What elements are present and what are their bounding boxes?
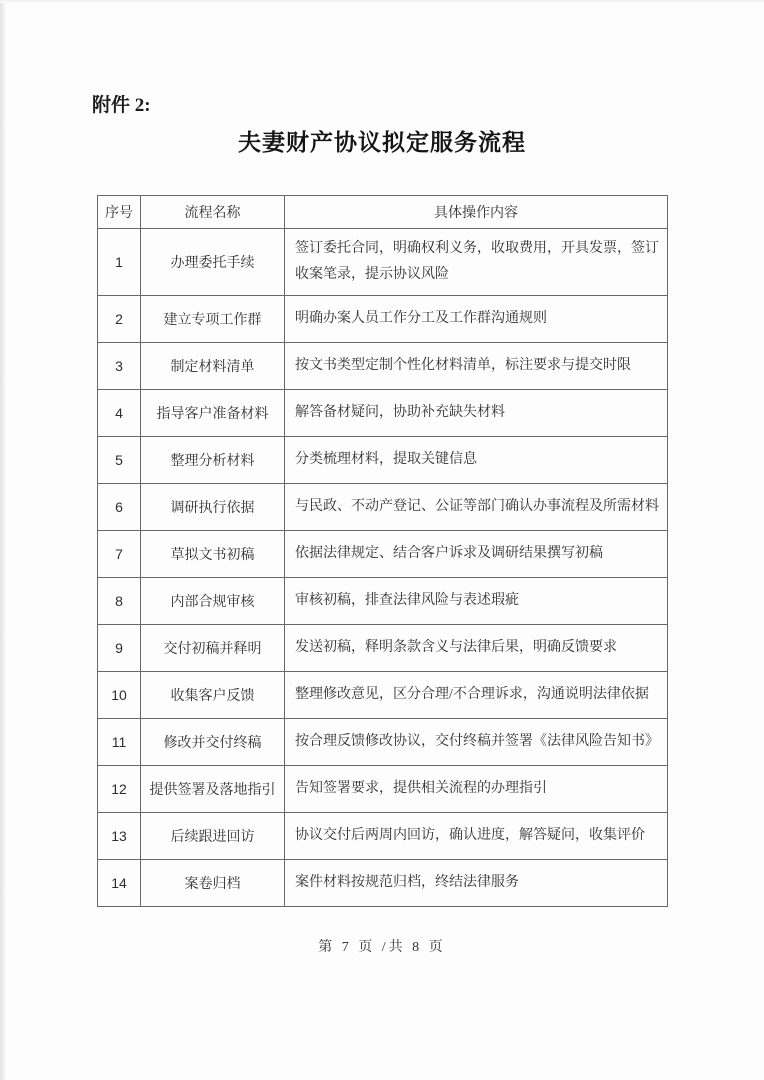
row-number-cell: 12 — [98, 766, 141, 813]
row-name-cell: 整理分析材料 — [141, 437, 285, 484]
row-name-cell: 收集客户反馈 — [141, 672, 285, 719]
row-content-cell: 解答备材疑问，协助补充缺失材料 — [285, 390, 668, 437]
process-table — [97, 195, 668, 907]
row-name-cell: 办理委托手续 — [141, 229, 285, 296]
table-row — [98, 484, 668, 531]
table-row — [98, 719, 668, 766]
row-content-cell: 签订委托合同，明确权利义务，收取费用，开具发票，签订收案笔录，提示协议风险 — [285, 229, 668, 296]
table-header-row — [98, 196, 668, 229]
scan-edge-shadow-left — [0, 0, 6, 1080]
row-name-cell: 后续跟进回访 — [141, 813, 285, 860]
row-content-cell: 与民政、不动产登记、公证等部门确认办事流程及所需材料 — [285, 484, 668, 531]
row-number-cell: 10 — [98, 672, 141, 719]
table-row — [98, 531, 668, 578]
row-content-cell: 分类梳理材料，提取关键信息 — [285, 437, 668, 484]
row-content-cell: 依据法律规定、结合客户诉求及调研结果撰写初稿 — [285, 531, 668, 578]
row-content-cell: 协议交付后两周内回访，确认进度，解答疑问，收集评价 — [285, 813, 668, 860]
row-name-cell: 草拟文书初稿 — [141, 531, 285, 578]
header-cell-name: 流程名称 — [141, 196, 285, 229]
row-name-cell: 建立专项工作群 — [141, 296, 285, 343]
row-name-cell: 调研执行依据 — [141, 484, 285, 531]
table-row — [98, 437, 668, 484]
header-cell-no: 序号 — [98, 196, 141, 229]
table-row — [98, 229, 668, 296]
row-number-cell: 5 — [98, 437, 141, 484]
row-number-cell: 8 — [98, 578, 141, 625]
row-content-cell: 按文书类型定制个性化材料清单，标注要求与提交时限 — [285, 343, 668, 390]
page-title: 夫妻财产协议拟定服务流程 — [238, 130, 526, 155]
row-number-cell: 14 — [98, 860, 141, 907]
row-content-cell: 审核初稿，排查法律风险与表述瑕疵 — [285, 578, 668, 625]
row-number-cell: 1 — [98, 229, 141, 296]
row-name-cell: 交付初稿并释明 — [141, 625, 285, 672]
table-row — [98, 672, 668, 719]
row-name-cell: 修改并交付终稿 — [141, 719, 285, 766]
attachment-label: 附件 2: — [92, 95, 151, 116]
row-name-cell: 内部合规审核 — [141, 578, 285, 625]
row-content-cell: 案件材料按规范归档，终结法律服务 — [285, 860, 668, 907]
row-number-cell: 4 — [98, 390, 141, 437]
header-cell-content: 具体操作内容 — [285, 196, 668, 229]
table-row — [98, 578, 668, 625]
row-number-cell: 3 — [98, 343, 141, 390]
scan-edge-shadow-top — [0, 0, 764, 3]
row-number-cell: 11 — [98, 719, 141, 766]
row-number-cell: 13 — [98, 813, 141, 860]
row-name-cell: 提供签署及落地指引 — [141, 766, 285, 813]
table-row — [98, 860, 668, 907]
table-row — [98, 343, 668, 390]
row-content-cell: 整理修改意见，区分合理/不合理诉求，沟通说明法律依据 — [285, 672, 668, 719]
table-row — [98, 766, 668, 813]
table-row — [98, 390, 668, 437]
row-content-cell: 明确办案人员工作分工及工作群沟通规则 — [285, 296, 668, 343]
row-number-cell: 7 — [98, 531, 141, 578]
row-number-cell: 6 — [98, 484, 141, 531]
row-content-cell: 按合理反馈修改协议，交付终稿并签署《法律风险告知书》 — [285, 719, 668, 766]
row-content-cell: 告知签署要求，提供相关流程的办理指引 — [285, 766, 668, 813]
row-content-cell: 发送初稿，释明条款含义与法律后果，明确反馈要求 — [285, 625, 668, 672]
row-name-cell: 指导客户准备材料 — [141, 390, 285, 437]
table-row — [98, 296, 668, 343]
row-name-cell: 制定材料清单 — [141, 343, 285, 390]
page-number-footer: 第 7 页 /共 8 页 — [318, 940, 446, 955]
table-row — [98, 625, 668, 672]
row-number-cell: 2 — [98, 296, 141, 343]
table-row — [98, 813, 668, 860]
row-number-cell: 9 — [98, 625, 141, 672]
row-name-cell: 案卷归档 — [141, 860, 285, 907]
